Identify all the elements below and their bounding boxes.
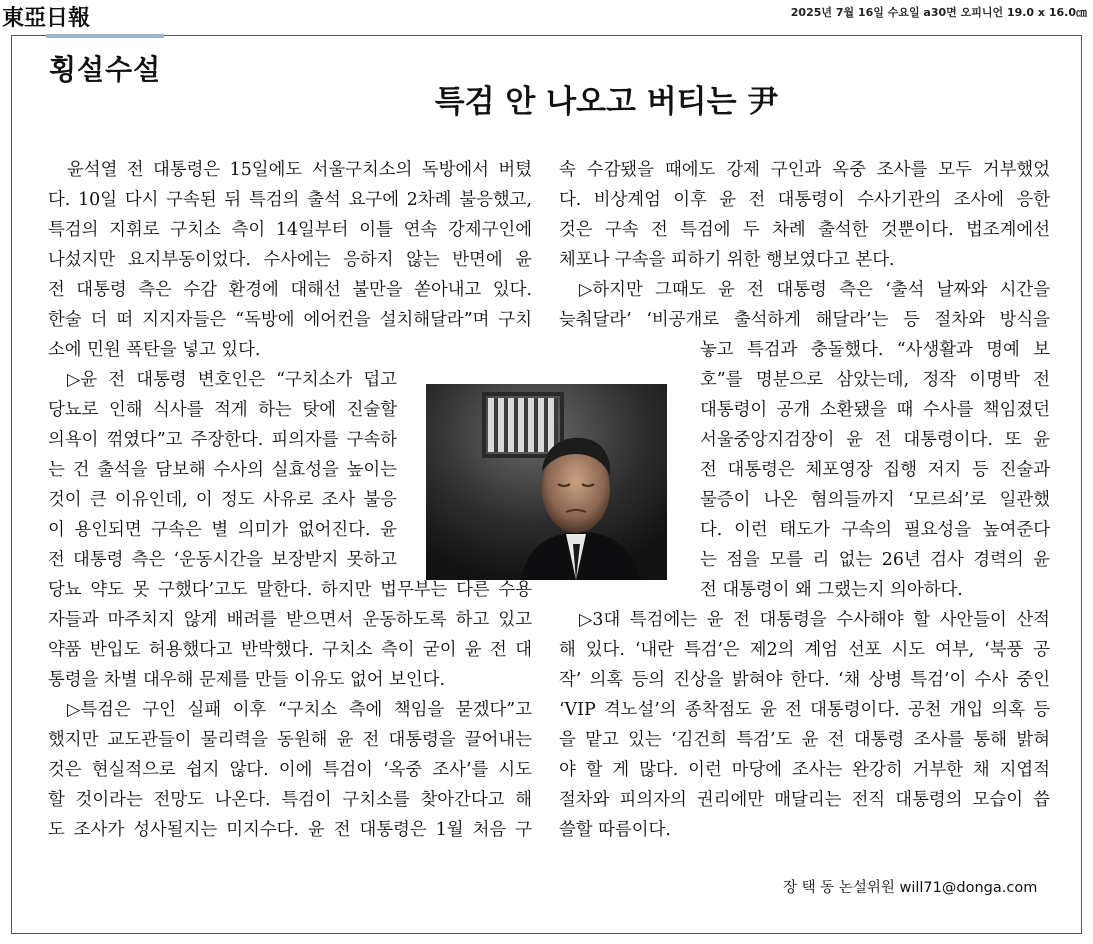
left-column-text-line: 했지만 교도관들이 물리력을 동원해 윤 전 대통령을 끌어내는 [48,730,532,750]
portrait-photo-icon [426,384,667,580]
headline [0,76,1093,121]
right-column-text-line: 다. 비상계엄 이후 윤 전 대통령이 수사기관의 조사에 응한 [559,190,1050,210]
right-column-text-line: ▷하지만 그때도 윤 전 대통령 측은 ‘출석 날짜와 시간을 [579,280,1050,300]
right-column-text-line: 호”를 명분으로 삼았는데, 정작 이명박 전 [700,370,1050,390]
right-column-text-line: 는 점을 모를 리 없는 26년 검사 경력의 윤 [700,550,1050,570]
right-column-text-line: 것은 구속 전 특검에 두 차례 출석한 것뿐이다. 법조계에선 [559,220,1050,240]
left-column-text-line: ▷윤 전 대통령 변호인은 “구치소가 덥고 [67,370,397,390]
right-column-text-line: 물증이 나온 혐의들까지 ‘모르쇠’로 일관했 [700,490,1050,510]
left-column-text-line: 것은 현실적으로 쉽지 않다. 이에 특검이 ‘옥중 조사’를 시도 [48,760,532,780]
right-column-text-line: ▷3대 특검에는 윤 전 대통령을 수사해야 할 사안들이 산적 [579,610,1050,630]
byline: 장 택 동 논설위원 will71@donga.com [783,880,1038,896]
left-column-text-line: 것이 큰 이유인데, 이 정도 사유로 조사 불응 [48,490,397,510]
left-column-text-line: 약품 반입도 허용했다고 반박했다. 구치소 측이 굳이 윤 전 대 [48,640,532,660]
article-photo [426,384,667,580]
right-column-text-line: 다. 이런 태도가 구속의 필요성을 높여준다 [700,520,1050,540]
right-column-text-line: 야 할 게 많다. 이런 마당에 조사는 완강히 거부한 채 지엽적 [559,760,1050,780]
right-column-text-line: 쓸할 따름이다. [559,820,671,840]
right-column-text-line: 체포나 구속을 피하기 위한 행보였다고 본다. [559,250,895,270]
right-column-text-line: 속 수감됐을 때에도 강제 구인과 옥중 조사를 모두 거부했었 [559,160,1050,180]
newspaper-masthead: 東亞日報 [2,5,91,31]
left-column-text-line: 특검의 지휘로 구치소 측이 14일부터 이틀 연속 강제구인에 [48,220,532,240]
left-column-text-line: 할 것이라는 전망도 나온다. 특검이 구치소를 찾아간다고 해 [48,790,532,810]
left-column-text-line: 당뇨 약도 못 구했다’고도 말한다. 하지만 법무부는 다른 수용 [48,580,532,600]
left-column-text-line: 소에 민원 폭탄을 넣고 있다. [48,340,261,360]
right-column-text-line: 서울중앙지검장이 윤 전 대통령이다. 또 윤 [700,430,1050,450]
left-column-text-line: 도 조사가 성사될지는 미지수다. 윤 전 대통령은 1월 처음 구 [48,820,532,840]
left-column-text-line: 의욕이 꺾였다”고 주장한다. 피의자를 구속하 [48,430,397,450]
right-column-text-line: 전 대통령은 체포영장 집행 저지 등 진술과 [700,460,1050,480]
right-column-text-line: 놓고 특검과 충돌했다. “사생활과 명예 보 [700,340,1050,360]
right-column-text-line: ‘VIP 격노설’의 종착점도 윤 전 대통령이다. 공천 개입 의혹 등 [559,700,1050,720]
left-column-text-line: 전 대통령 측은 수감 환경에 대해선 불만을 쏟아내고 있다. [48,280,532,300]
right-column-text-line: 해 있다. ‘내란 특검’은 제2의 계엄 선포 시도 여부, ‘북풍 공 [559,640,1050,660]
left-column-text-line: 나섰지만 요지부동이었다. 수사에는 응하지 않는 반면에 윤 [48,250,532,270]
left-column-text-line: ▷특검은 구인 실패 이후 “구치소 측에 책임을 묻겠다”고 [67,700,532,720]
page-meta: 2025년 7월 16일 수요일 a30면 오피니언 19.0 x 16.0㎝ [790,6,1087,19]
left-column-text-line: 윤석열 전 대통령은 15일에도 서울구치소의 독방에서 버텼 [67,160,532,180]
right-column-text-line: 늦춰달라’ ‘비공개로 출석하게 해달라’는 등 절차와 방식을 [559,310,1050,330]
right-column-text-line: 을 맡고 있는 ‘김건희 특검’도 윤 전 대통령 조사를 통해 밝혀 [559,730,1050,750]
left-column-text-line: 자들과 마주치지 않게 배려를 받으면서 운동하도록 하고 있고 [48,610,532,630]
left-column-text-line: 한술 더 떠 지지자들은 “독방에 에어컨을 설치해달라”며 구치 [48,310,532,330]
right-column-text-line: 전 대통령이 왜 그랬는지 의아하다. [700,580,963,600]
left-column-text-line: 당뇨로 인해 식사를 적게 하는 탓에 진술할 [48,400,397,420]
right-column-text-line: 절차와 피의자의 권리에만 매달리는 전직 대통령의 모습이 씁 [559,790,1050,810]
column-accent-bar [46,34,164,38]
headline-text: 특검 안 나오고 버티는 尹 [434,84,779,120]
left-column-text-line: 는 건 출석을 담보해 수사의 실효성을 높이는 [48,460,397,480]
left-column-text-line: 전 대통령 측은 ‘운동시간을 보장받지 못하고 [48,550,397,570]
right-column-text-line: 작’ 의혹 등의 진상을 밝혀야 한다. ‘채 상병 특검’이 수사 중인 [559,670,1050,690]
left-column-text-line: 다. 10일 다시 구속된 뒤 특검의 출석 요구에 2차례 불응했고, [48,190,532,210]
left-column-text-line: 이 용인되면 구속은 별 의미가 없어진다. 윤 [48,520,397,540]
left-column-text-line: 통령을 차별 대우해 문제를 만들 이유도 없어 보인다. [48,670,446,690]
column-name: 횡설수설 [49,53,162,86]
right-column-text-line: 대통령이 공개 소환됐을 때 수사를 책임졌던 [700,400,1050,420]
